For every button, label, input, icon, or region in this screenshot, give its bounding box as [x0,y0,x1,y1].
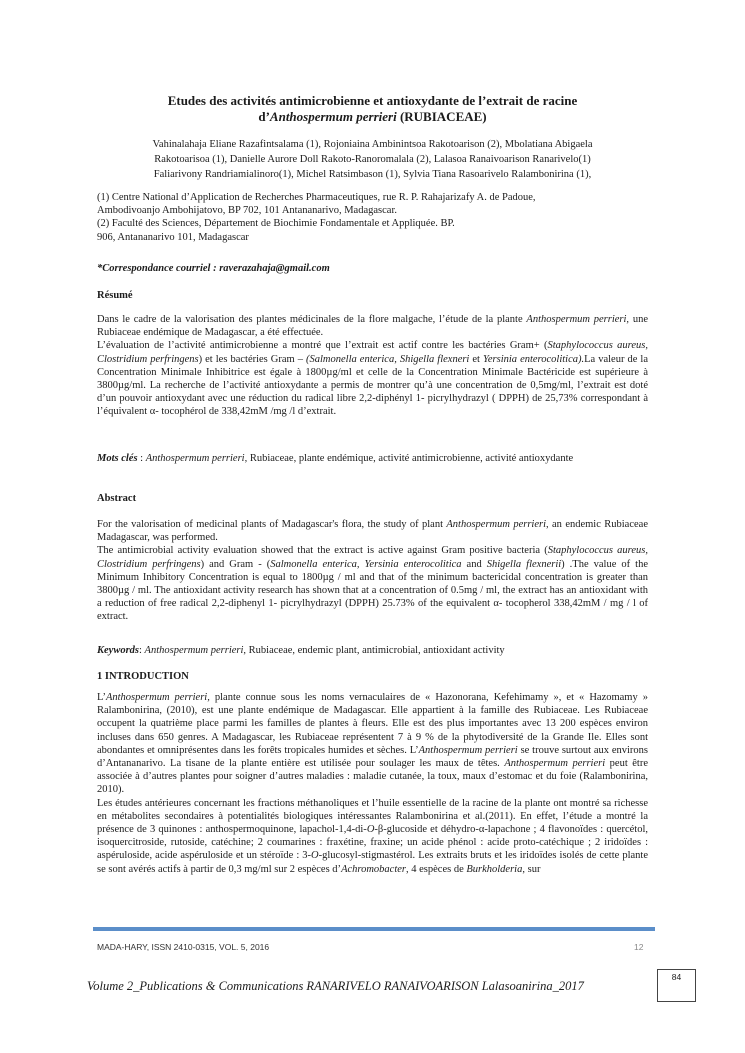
title-line-2 [80,109,665,125]
text-run: : [139,645,145,656]
species-name: Staphylococcus aureus, Clostridium perfringens [97,340,648,365]
affiliations [97,191,648,244]
author-line: Rakotoarisoa (1), Danielle Aurore Doll Rakoto-Ranoromalala (2), Lalasoa Ranaivoarison Ranarivelo(1) [154,154,591,165]
species-name: Anthospermum perrieri [144,645,244,656]
text-run: ) et les bactéries Gram – [198,353,307,365]
species-name: Anthospermum perrieri, [526,314,630,325]
resume-paragraph [97,339,648,418]
species-name: Staphylococcus aureus, Clostridium perfringens [97,545,648,570]
species-name: (Salmonella enterica, Shigella flexneri [306,353,470,365]
paper-title [80,93,665,125]
author-line: Faliarivony Randriamialinoro(1), Michel Ratsimbason (1), Sylvia Tiana Rasoarivelo Ralambonirina (1), [153,169,592,180]
text-run: se trouve surtout aux environs d’Antananarivo. La tisane de la plante entière est utilisée pour soulager les maux de têtes. [97,744,648,770]
introduction-section [97,691,648,876]
resume-heading: Résumé [97,290,133,301]
resume-paragraph [97,313,648,339]
affiliation-line: Ambodivoanjo Ambohijatovo, BP 702, 101 Antananarivo, Madagascar. [97,205,397,217]
text-run: Rubiaceae, plante endémique, activité antimicrobienne, activité antioxydante [247,453,574,464]
text-run: Dans le cadre de la valorisation des plantes médicinales de la flore malgache, l’étude de la plante [97,314,527,325]
author-list [80,137,665,182]
text-run: The antimicrobial activity evaluation showed that the extract is active against Gram positive bacteria ( [97,545,548,557]
abstract-heading: Abstract [97,493,137,504]
mots-cles [97,452,648,465]
text-run: and [461,558,487,570]
abstract-paragraph [97,544,648,623]
journal-page-number: 12 [634,942,644,952]
introduction-paragraph [97,691,648,797]
author-line: Vahinalahaja Eliane Razafintsalama (1), Rojoniaina Ambinintsoa Rakotoarison (2), Mbolatiana Abigaela [152,139,593,150]
species-name: Salmonella enterica, Yersinia enterocolitica [270,558,462,570]
text-run: plante connue sous les noms vernaculaires de « Hazonorana, Kefehimamy », et « Hazomamy » Ralambonirina, (2010), est une plante endémique de Madagascar. Elle appartient à la famille des Rubiaceae. Les Rubiaceae occupent la quatrième place parmi les familles de plantes à fleurs. Elle est des plus importantes avec 13 200 espèces environ incluses dans 650 genres. A Madagascar, les Rubiaceae représentent 7 à 9 % de la phytodiversité de la Grande Ile. Elles sont abondantes et omniprésentes dans les forêts tropicales humides et sèches. L’ [97,692,648,756]
text-run: -β-glucoside et déhydro-α-lapachone ; 4 flavonoïdes : quercétol, isoquercitroside, rutoside, catéchine; 2 coumarines : fraxétine, fraxine; un acide phénol : acide proto-catéchique ; 2 iridoïdes : aspéruloside, acide aspéruloside et un stéroïde : 3- [97,824,649,862]
text-run: une Rubiaceae endémique de Madagascar, a été effectuée. [97,314,648,339]
keywords-label: Keywords [97,645,139,656]
mots-cles-label: Mots clés [97,453,138,464]
abstract-section [97,518,648,624]
affiliation-line: (2) Faculté des Sciences, Département de Biochimie Fondamentale et Appliquée. BP. [97,218,455,230]
text-run: , 4 espèces de [406,863,467,875]
title-prefix: d’ [258,109,270,124]
title-line-1: Etudes des activités antimicrobienne et antioxydante de l’extrait de racine [167,93,578,108]
text-run: La valeur de la Concentration Minimale Inhibitrice est égale à 1800µg/ml et celle de la Concentration Minimale Bactéricide est supérieure à 3800µg/ml. La recherche de l’activité antioxydante a permis de montrer qu’à une concentration de 0,5mg/ml, l’extrait est doté d’un pouvoir antioxydant avec une réduction du radical libre 2,2-diphényl 1- picrylhydrazyl ( DPPH) de 25,73% correspondant à l’équivalent α- tocophérol de 338,42mM /mg /l d’extrait. [97,353,649,418]
species-name: Anthospermum perrieri, [145,453,248,464]
journal-footer: MADA-HARY, ISSN 2410-0315, VOL. 5, 2016 [97,942,270,952]
keywords [97,644,648,657]
text-run: ) .The value of the Minimum Inhibitory Concentration is equal to 1800µg / ml and that of the minimum bactericidal concentration is greater than 3800µg / ml. The antioxidant activity research has shown that at a concentration of 0.5mg / ml, the extract has an antioxidant with a reduction of free radical 2,2-diphenyl 1- picrylhydrazyl (DPPH) 25.73% of the equivalent α- tocopherol 338,42mM / mg / l of extract. [97,558,648,623]
page-number-box: 84 [657,969,696,1002]
species-name: Achromobacter [341,863,406,875]
text-run: ) and Gram - ( [200,558,271,570]
text-run: , Rubiaceae, endemic plant, antimicrobial, antioxidant activity [243,645,505,656]
text-run: , an endemic Rubiaceae Madagascar, was performed. [97,519,648,544]
text-run: O [366,824,375,836]
text-run: peut être associée à d’autres plantes pour soigner d’autres maladies : maladie cutanée, la toux, maux d’estomac et du foie (Ralambonirina, 2010). [97,758,648,796]
introduction-paragraph [97,797,648,876]
abstract-paragraph [97,518,648,544]
introduction-heading: 1 INTRODUCTION [97,671,189,682]
species-name: Yersinia enterocolitica). [483,353,585,365]
correspondence-email: *Correspondance courriel : raverazahaja@gmail.com [97,263,330,274]
resume-section [97,313,648,419]
text-run: : [137,453,146,464]
title-species: Anthospermum perrieri [269,109,397,124]
species-name: Anthospermum perrieri [418,744,518,756]
species-name: Shigella flexnerii [486,558,562,570]
title-suffix: (RUBIACEAE) [396,109,487,124]
text-run: Les études antérieures concernant les fractions méthanoliques et l’huile essentielle de la racine de la plante ont montré sa richesse en métabolites secondaires à potentialités biologiques intéressantes Ralambonirina et al.(2011). En effet, l’étude a montré la présence de 3 quinones : anthospermoquinone, lapachol-1,4-di- [97,797,648,836]
species-name: Anthospermum perrieri [504,758,606,770]
species-name: Anthospermum perrieri [446,519,547,530]
text-run: O [311,850,319,862]
text-run: , sur [522,863,541,875]
footer-rule [93,927,655,931]
affiliation-line: 906, Antananarivo 101, Madagascar [97,231,249,243]
species-name: Anthospermum perrieri, [105,692,210,703]
text-run: For the valorisation of medicinal plants of Madagascar's flora, the study of plant [97,519,447,530]
volume-caption: Volume 2_Publications & Communications RANARIVELO RANAIVOARISON Lalasoanirina_2017 [87,979,584,993]
text-run: et [469,353,483,365]
affiliation-line: (1) Centre National d’Application de Recherches Pharmaceutiques, rue R. P. Rahajarizafy A. de Padoue, [97,192,536,203]
text-run: L’ [97,692,106,703]
text-run: -glucosyl-stigmastérol. Les extraits bruts et les iridoïdes isolés de cette plante se sont avérés actifs à partir de 0,3 mg/ml sur 2 espèces d’ [97,850,648,875]
species-name: Burkholderia [466,863,523,875]
text-run: L’évaluation de l’activité antimicrobienne a montré que l’extrait est actif contre les bactéries Gram+ ( [97,340,548,352]
